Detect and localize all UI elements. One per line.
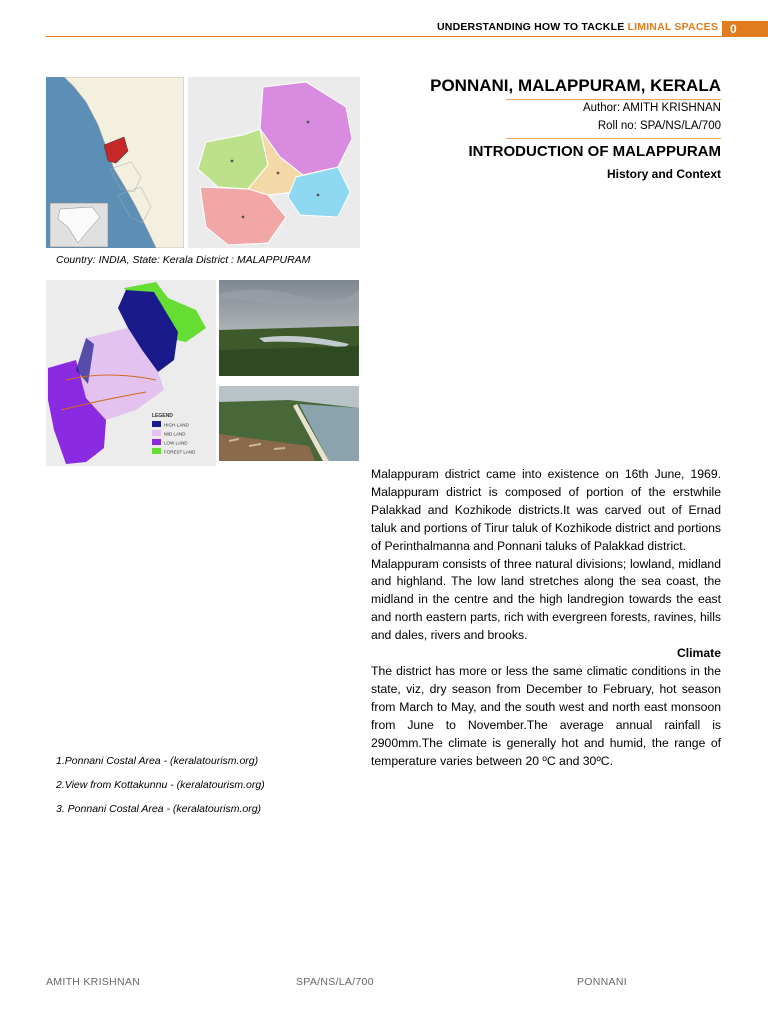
subsection-title: History and Context (606, 167, 721, 181)
footer-roll-number: SPA/NS/LA/700 (296, 976, 374, 988)
figure-caption-2: 2.View from Kottakunnu - (keralatourism.org) (56, 779, 265, 791)
photo-view-from-kottakunnu (219, 280, 359, 376)
landform-map (46, 280, 216, 466)
author-divider (506, 138, 721, 139)
footer-author: AMITH KRISHNAN (46, 976, 141, 988)
legend-label: MID LAND (164, 431, 186, 437)
legend-label: FOREST LAND (164, 449, 196, 455)
page-number-badge: 0 (722, 21, 768, 37)
figure-caption-1: 1.Ponnani Costal Area - (keralatourism.org) (56, 755, 259, 767)
paragraph-history: Malappuram district came into existence on 16th June, 1969. Malappuram district is composed of portion of the erstwhile Palakkad and Kozhikode districts.It was carved out of Ernad taluk and portions of Tirur taluk of Kozhikode district and portions of Perinthalmanna and Ponnani taluks of Palakkad district. (371, 467, 721, 553)
malappuram-taluk-map (188, 77, 360, 248)
title-divider (506, 99, 721, 100)
legend-swatch (152, 448, 161, 454)
header-title-accent: LIMINAL SPACES (627, 21, 719, 33)
kerala-location-map (46, 77, 184, 248)
paragraph-climate: The district has more or less the same climatic conditions in the state, viz, dry season from December to February, hot season from March to May, and the south west and north east monsoon from June to November.The average annual rainfall is 2900mm.The climate is generally hot and humid, the range of temperature varies between 20 ºC and 30ºC. (371, 663, 721, 768)
header-divider (46, 36, 722, 37)
header-title-prefix: UNDERSTANDING HOW TO TACKLE (437, 21, 628, 33)
legend-title: LEGEND (152, 413, 173, 419)
author-line: Author: AMITH KRISHNAN (582, 102, 721, 114)
legend-label: HIGH-LAND (164, 422, 189, 428)
map-caption: Country: INDIA, State: Kerala District : MALAPPURAM (56, 254, 311, 266)
figure-caption-3: 3. Ponnani Costal Area - (keralatourism.org) (56, 803, 262, 815)
legend-swatch (152, 421, 161, 427)
legend-swatch (152, 430, 161, 436)
roll-number-line: Roll no: SPA/NS/LA/700 (597, 120, 721, 132)
section-title: INTRODUCTION OF MALAPPURAM (468, 143, 721, 160)
body-text (371, 466, 721, 770)
photo-ponnani-coastal-area (219, 386, 359, 461)
legend-label: LOW LAND (164, 440, 188, 446)
climate-heading: Climate (676, 646, 721, 661)
footer-place: PONNANI (577, 976, 627, 988)
paragraph-natural-divisions: Malappuram consists of three natural divisions; lowland, midland and highland. The low land stretches along the sea coast, the midland in the centre and the high landregion towards the east and north eastern parts, rich with evergreen forests, ravines, hills and dales, rivers and brooks. (371, 556, 721, 643)
legend-swatch (152, 439, 161, 445)
page-title: PONNANI, MALAPPURAM, KERALA (430, 76, 721, 95)
header-title (437, 21, 718, 33)
